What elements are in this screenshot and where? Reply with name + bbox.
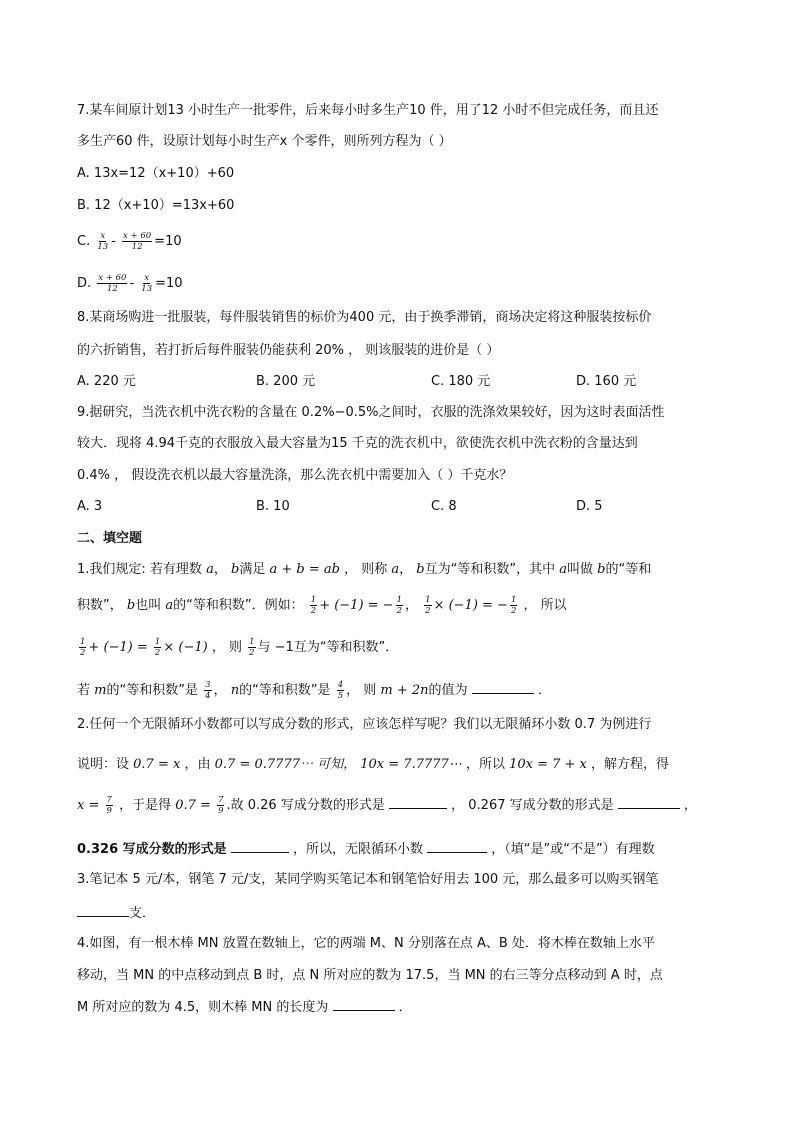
fill-q1-line-1: 1.我们规定: 若有理数 a， b满足 a + b = ab ， 则称 a， b互为“等和积数”，其中 a叫做 b的“等和 bbox=[77, 562, 652, 577]
fraction: $\frac{x + 60}{12}$ bbox=[123, 231, 152, 252]
fraction: $\frac{1}{2}$ bbox=[249, 637, 255, 658]
fill-q1-line-3: $\frac{1}{2}$ + (−1) = $\frac{1}{2}$ × (−1) ， 则 $\frac{1}{2}$ 与 −1互为“等和积数”． bbox=[80, 637, 399, 658]
q7-option-b: B. 12（x+10）=13x+60 bbox=[77, 198, 235, 213]
answer-blank[interactable] bbox=[427, 839, 487, 853]
fill-q1-line-2: 积数”， b也叫 a的“等和积数”．例如： $\frac{1}{2}$ + (−1) = − $\frac{1}{2}$ ， $\frac{1}{2}$ × (−1) = − $\frac{1}{2}$ ， 所以 bbox=[77, 595, 567, 616]
q8-option-b: B. 200 元 bbox=[256, 374, 316, 389]
fill-q2-line-2: 说明：设 0.7 = x ，由 0.7 = 0.7777⋯ 可知， 10x = 7.7777⋯ ，所以 10x = 7 + x ，解方程，得 bbox=[77, 757, 670, 772]
fraction: $\frac{1}{2}$ bbox=[80, 637, 86, 658]
q7-option-c-label: C. bbox=[77, 234, 91, 249]
q8-option-d: D. 160 元 bbox=[576, 374, 637, 389]
fill-q4-line-3: M 所对应的数为 4.5，则木棒 MN 的长度为 ． bbox=[77, 997, 412, 1018]
q7-option-d-label: D. bbox=[77, 276, 92, 291]
q9-line-3: 0.4% ， 假设洗衣机以最大容量洗涤，那么洗衣机中需要加入（ ）千克水？ bbox=[77, 468, 513, 483]
answer-blank[interactable] bbox=[472, 680, 534, 694]
section-title: 二、填空题 bbox=[77, 531, 143, 546]
fraction: $\frac{x}{13}$ bbox=[97, 231, 109, 252]
q8-option-c: C. 180 元 bbox=[431, 374, 491, 389]
fill-q3-line-1: 3.笔记本 5 元/本，钢笔 7 元/支，某同学购买笔记本和钢笔恰好用去 100 元，那么最多可以购买钢笔 bbox=[77, 872, 659, 887]
fill-q4-line-2: 移动，当 MN 的中点移动到点 B 时，点 N 所对应的数为 17.5，当 MN 的右三等分点移动到 A 时，点 bbox=[77, 968, 663, 983]
fraction: $\frac{7}{9}$ bbox=[218, 795, 224, 816]
fill-q2-line-3: x = $\frac{7}{9}$ ，于是得 0.7 = $\frac{7}{9}$ .故 0.26 写成分数的形式是 ， 0.267 写成分数的形式是 ， bbox=[77, 795, 697, 816]
q7-option-a: A. 13x=12（x+10）+60 bbox=[77, 166, 235, 181]
fill-q4-line-1: 4.如图，有一根木棒 MN 放置在数轴上，它的两端 M、N 分别落在点 A、B 处．将木棒在数轴上水平 bbox=[77, 936, 655, 951]
fill-q2-line-4: 0.326 写成分数的形式是 ，所以，无限循环小数 ，（填“是”或“不是”）有理数 bbox=[77, 839, 655, 860]
q8-option-a: A. 220 元 bbox=[77, 374, 136, 389]
q9-line-1: 9.据研究，当洗衣机中洗衣粉的含量在 0.2%−0.5%之间时，衣服的洗涤效果较好，因为这时表面活性 bbox=[77, 405, 665, 420]
q9-option-c: C. 8 bbox=[431, 499, 457, 514]
fraction: $\frac{7}{9}$ bbox=[106, 795, 112, 816]
answer-blank[interactable] bbox=[618, 795, 680, 809]
q9-option-d: D. 5 bbox=[576, 499, 603, 514]
fraction: $\frac{1}{2}$ bbox=[310, 595, 317, 616]
q8-line-2: 的六折销售，若打折后每件服装仍能获利 20% ， 则该服装的进价是（ ） bbox=[77, 343, 500, 358]
fraction: $\frac{4}{5}$ bbox=[337, 680, 344, 701]
q9-line-2: 较大．现将 4.94千克的衣服放入最大容量为15 千克的洗衣机中，欲使洗衣机中洗衣粉的含量达到 bbox=[77, 436, 638, 451]
fraction: $\frac{1}{2}$ bbox=[154, 637, 161, 658]
fill-q1-line-4: 若 m的“等和积数”是 $\frac{3}{4}$ ， n的“等和积数”是 $\frac{4}{5}$ ， 则 m + 2n的值为 ． bbox=[77, 680, 551, 701]
q7-option-d: D. $\frac{x + 60}{12}$ - $\frac{x}{13}$ =10 bbox=[77, 273, 183, 294]
answer-blank[interactable] bbox=[77, 903, 129, 917]
fill-q3-line-2: 支． bbox=[77, 903, 155, 924]
fraction: $\frac{1}{2}$ bbox=[396, 595, 402, 616]
q8-line-1: 8.某商场购进一批服装，每件服装销售的标价为400 元，由于换季滞销，商场决定将这种服装按标价 bbox=[77, 310, 652, 325]
fraction: $\frac{x + 60}{12}$ bbox=[98, 273, 127, 294]
q9-option-a: A. 3 bbox=[77, 499, 103, 514]
fraction: $\frac{x}{13}$ bbox=[141, 273, 153, 294]
answer-blank[interactable] bbox=[231, 839, 289, 853]
q9-option-b: B. 10 bbox=[256, 499, 290, 514]
fraction: $\frac{1}{2}$ bbox=[510, 595, 517, 616]
q7-line-2: 多生产60 件，设原计划每小时生产x 个零件，则所列方程为（ ） bbox=[77, 134, 452, 149]
q7-line-1: 7.某车间原计划13 小时生产一批零件，后来每小时多生产10 件，用了12 小时不但完成任务，而且还 bbox=[77, 103, 659, 118]
answer-blank[interactable] bbox=[333, 997, 395, 1011]
fraction: $\frac{1}{2}$ bbox=[425, 595, 431, 616]
fill-q2-line-1: 2.任何一个无限循环小数都可以写成分数的形式，应该怎样写呢？我们以无限循环小数 0.7 为例进行 bbox=[77, 717, 652, 732]
answer-blank[interactable] bbox=[389, 795, 447, 809]
q7-option-c: C. $\frac{x}{13}$ - $\frac{x + 60}{12}$ =10 bbox=[77, 231, 182, 252]
fraction: $\frac{3}{4}$ bbox=[205, 680, 211, 701]
